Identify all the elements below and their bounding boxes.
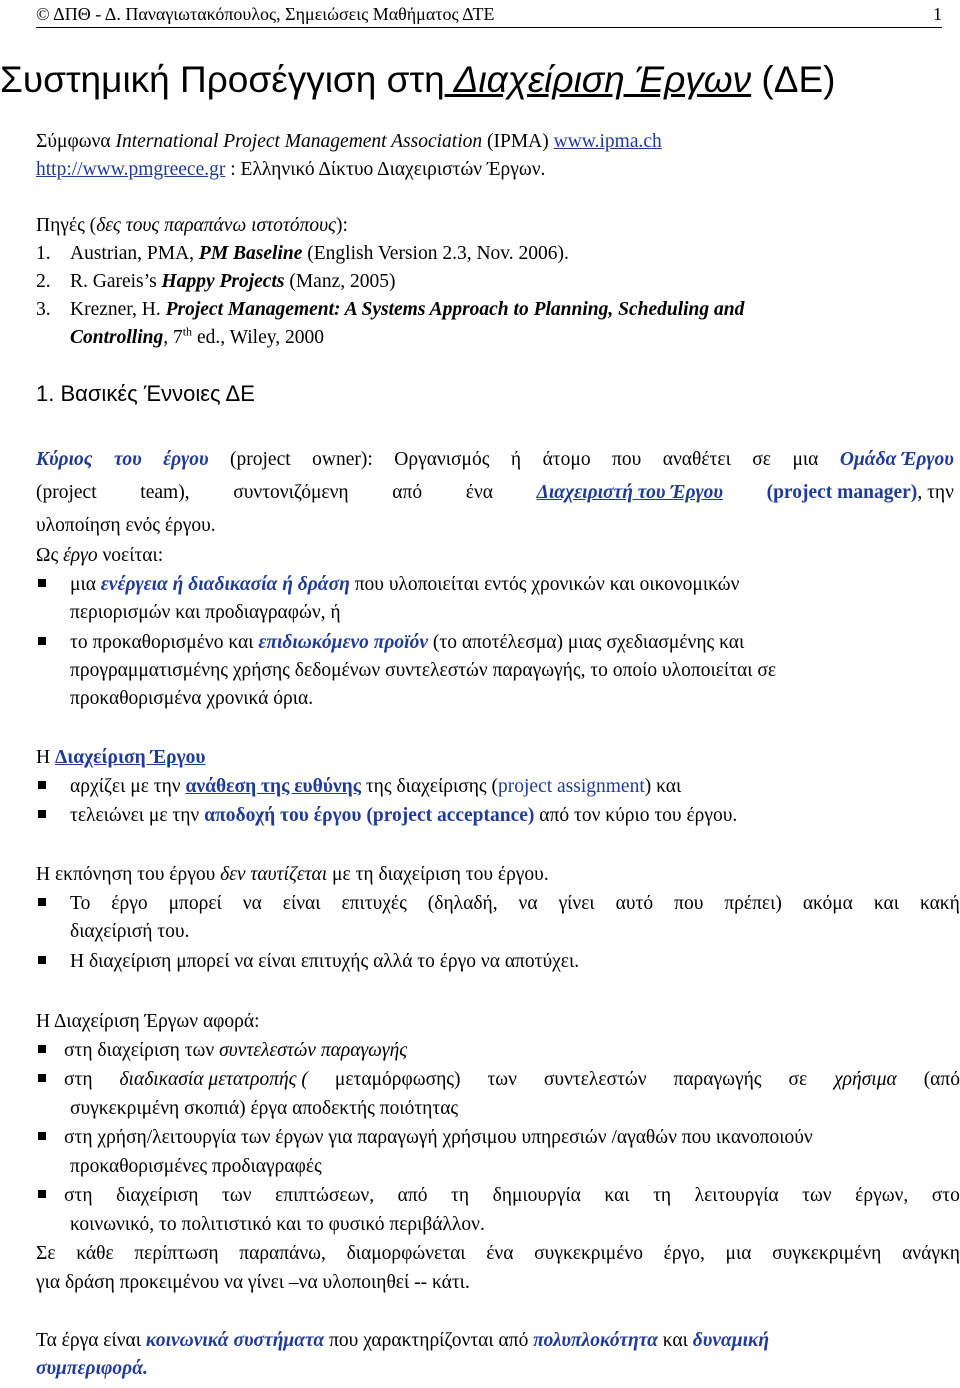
- sources-label: Πηγές (δες τους παραπάνω ιστοτόπους):: [36, 215, 348, 236]
- management-intro: Η Διαχείριση Έργου: [36, 747, 206, 768]
- bullet-icon: [38, 956, 46, 964]
- final-line-2: συμπεριφορά.: [36, 1358, 148, 1379]
- concerns-bullet-3: στη χρήση/λειτουργία των έργων για παραγωγή χρήσιμου υπηρεσιών /αγαθών που ικανοποιούν: [64, 1127, 813, 1148]
- concerns-bullet-4: στη διαχείριση των επιπτώσεων, από τη δημιουργία και τη λειτουργία των έργων, στο: [64, 1185, 960, 1206]
- closing-line-1: Σε κάθε περίπτωση παραπάνω, διαμορφώνεται ένα συγκεκριμένο έργο, μια συγκεκριμένη ανάγκη: [36, 1243, 960, 1264]
- reference-3-text-2: Controlling, 7th ed., Wiley, 2000: [70, 324, 324, 348]
- execution-bullet-1: Το έργο μπορεί να είναι επιτυχές (δηλαδή, να γίνει αυτό που πρέπει) ακόμα και κακή: [70, 893, 960, 914]
- bullet-icon: [38, 1074, 46, 1082]
- execution-bullet-2: Η διαχείριση μπορεί να είναι επιτυχής αλλά το έργο να αποτύχει.: [70, 951, 580, 972]
- project-team-term: Ομάδα Έργου: [839, 449, 954, 470]
- page-header: [36, 3, 942, 25]
- bullet-icon: [38, 1190, 46, 1198]
- bullet-icon: [38, 898, 46, 906]
- bullet-icon: [38, 637, 46, 645]
- owner-line-1: Κύριος του έργου (project owner): Οργανισμός ή άτομο που αναθέτει σε μια Ομάδα Έργου: [36, 449, 954, 470]
- execution-intro: Η εκπόνηση του έργου δεν ταυτίζεται με τη διαχείριση του έργου.: [36, 864, 549, 885]
- bullet-icon: [38, 1045, 46, 1053]
- project-def-bullet-1: μια ενέργεια ή διαδικασία ή δράση που υλοποιείται εντός χρονικών και οικονομικών: [70, 574, 740, 595]
- intro-line-1: Σύμφωνα International Project Management Association (IPMA) www.ipma.ch: [36, 131, 662, 152]
- section-heading: 1. Βασικές Έννοιες ΔΕ: [36, 381, 255, 406]
- execution-bullet-1-cont: διαχείρισή του.: [70, 921, 190, 942]
- reference-3: 3.: [36, 299, 51, 320]
- pmgreece-link[interactable]: http://www.pmgreece.gr: [36, 159, 226, 180]
- final-line-1: Τα έργα είναι κοινωνικά συστήματα που χαρακτηρίζονται από πολυπλοκότητα και δυναμική: [36, 1330, 770, 1351]
- concerns-bullet-1: στη διαχείριση των συντελεστών παραγωγής: [64, 1040, 408, 1061]
- owner-line-2: (project team), συντονιζόμενη από ένα Διαχειριστή του Έργου (project manager), την: [36, 482, 954, 503]
- concerns-bullet-3-cont: προκαθορισμένες προδιαγραφές: [70, 1156, 322, 1177]
- concerns-bullet-2: στη διαδικασία μετατροπής ( μεταμόρφωσης) των συντελεστών παραγωγής σε χρήσιμα (από: [64, 1069, 960, 1090]
- reference-2: 2.: [36, 271, 51, 292]
- header-rule: [36, 27, 942, 28]
- project-manager-term: Διαχειριστή του Έργου: [536, 482, 723, 503]
- reference-3-text: Krezner, H. Project Management: A Systems Approach to Planning, Scheduling and: [70, 299, 745, 320]
- title-emphasis: Διαχείριση Έργων: [444, 59, 752, 100]
- owner-line-3: υλοποίηση ενός έργου.: [36, 515, 216, 536]
- concerns-bullet-4-cont: κοινωνικό, το πολιτιστικό και το φυσικό περιβάλλον.: [70, 1214, 485, 1235]
- concerns-intro: Η Διαχείριση Έργων αφορά:: [36, 1011, 260, 1032]
- bullet-icon: [38, 579, 46, 587]
- bullet-icon: [38, 810, 46, 818]
- bullet-icon: [38, 1132, 46, 1140]
- bullet-icon: [38, 781, 46, 789]
- reference-1: 1.: [36, 243, 51, 264]
- intro-line-2: http://www.pmgreece.gr : Ελληνικό Δίκτυο Διαχειριστών Έργων.: [36, 159, 546, 180]
- reference-1-text: Austrian, PMA, PM Baseline (English Version 2.3, Nov. 2006).: [70, 243, 569, 264]
- project-def-bullet-2: το προκαθορισμένο και επιδιωκόμενο προϊόν (το αποτέλεσμα) μιας σχεδιασμένης και: [70, 632, 745, 653]
- header-text: © ΔΠΘ - Δ. Παναγιωτακόπουλος, Σημειώσεις Μαθήματος ΔΤΕ: [36, 4, 495, 24]
- project-def-intro: Ως έργο νοείται:: [36, 545, 164, 566]
- project-def-bullet-2-cont: προγραμματισμένης χρήσης δεδομένων συντελεστών παραγωγής, το οποίο υλοποιείται σε: [70, 660, 777, 681]
- management-bullet-1: αρχίζει με την ανάθεση της ευθύνης της διαχείρισης (project assignment) και: [70, 776, 682, 797]
- project-def-bullet-1-cont: περιορισμών και προδιαγραφών, ή: [70, 602, 341, 623]
- management-bullet-2: τελειώνει με την αποδοχή του έργου (project acceptance) από τον κύριο του έργου.: [70, 805, 738, 826]
- reference-2-text: R. Gareis’s Happy Projects (Manz, 2005): [70, 271, 396, 292]
- concerns-bullet-2-cont: συγκεκριμένη σκοπιά) έργα αποδεκτής ποιότητας: [70, 1098, 459, 1119]
- closing-line-2: για δράση προκειμένου να γίνει –να υλοποιηθεί -- κάτι.: [36, 1272, 470, 1293]
- project-def-bullet-2-cont-2: προκαθορισμένα χρονικά όρια.: [70, 688, 314, 709]
- page-title: Συστημική Προσέγγιση στη Διαχείριση Έργων (ΔΕ): [0, 59, 836, 100]
- page-number: 1: [933, 4, 942, 24]
- ipma-link[interactable]: www.ipma.ch: [553, 131, 662, 152]
